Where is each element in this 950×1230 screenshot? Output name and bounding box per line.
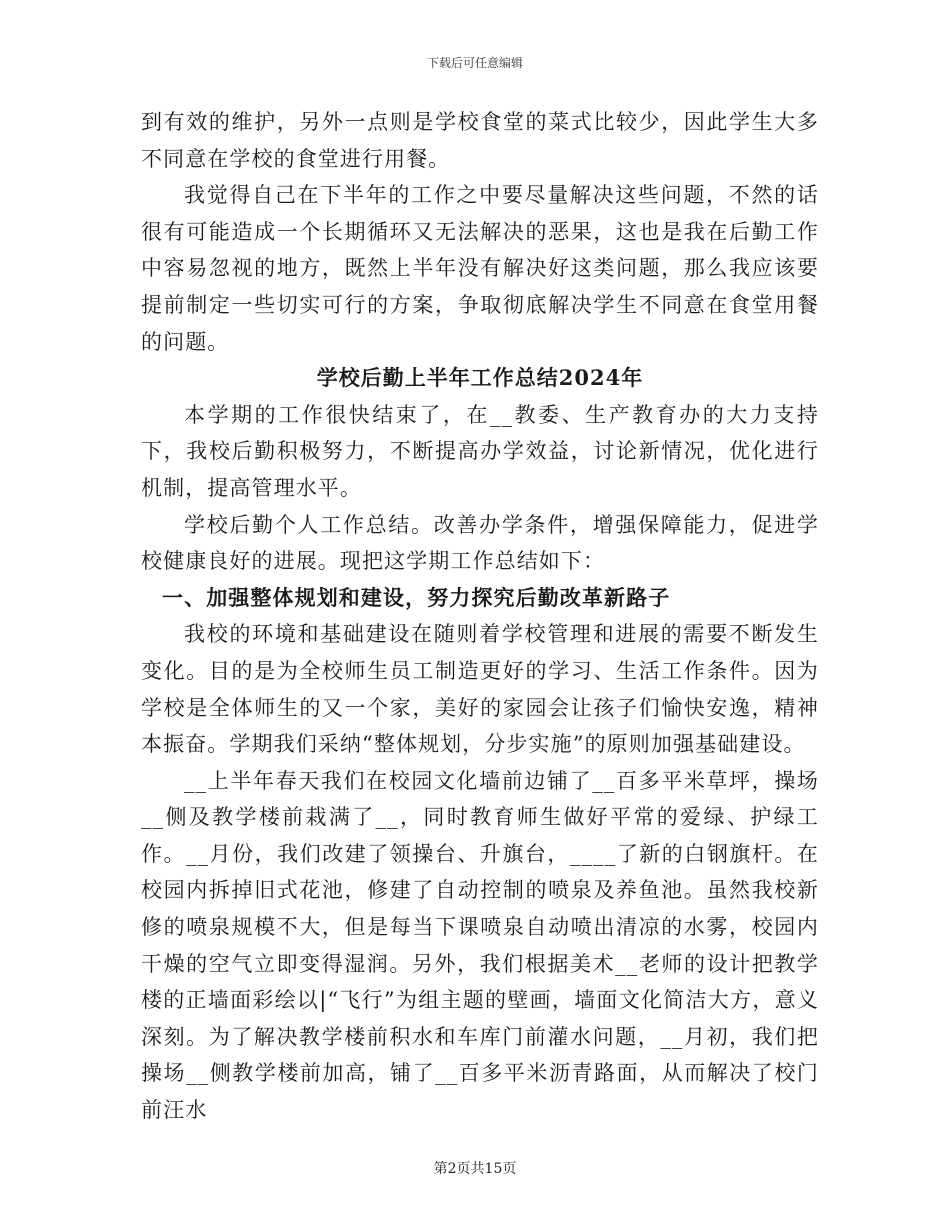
section-heading: 一、加强整体规划和建设，努力探究后勤改革新路子	[162, 584, 671, 610]
page-number: 第2页共15页	[433, 1161, 517, 1177]
section-title: 学校后勤上半年工作总结2024年	[316, 365, 644, 391]
paragraph: 本学期的工作很快结束了，在__教委、生产教育办的大力支持下，我校后勤积极努力，不断提高办学效益，讨论新情况，优化进行机制，提高管理水平。	[141, 402, 819, 500]
paragraph: __上半年春天我们在校园文化墙前边铺了__百多平米草坪，操场__侧及教学楼前栽满了__，同时教育师生做好平常的爱绿、护绿工作。__月份，我们改建了领操台、升旗台，____了新的白钢旗杆。在校园内拆掉旧式花池，修建了自动控制的喷泉及养鱼池。虽然我校新修的喷泉规模不大，但是每当下课喷泉自动喷出清凉的水雾，校园内干燥的空气立即变得湿润。另外，我们根据美术__老师的设计把教学楼的正墙面彩绘以|“飞行”为组主题的壁画，墙面文化简洁大方，意义深刻。为了解决教学楼前积水和车库门前灌水问题，__月初，我们把操场__侧教学楼前加高，铺了__百多平米沥青路面，从而解决了校门前汪水	[141, 768, 819, 1123]
paragraph: 学校后勤个人工作总结。改善办学条件，增强保障能力，促进学校健康良好的进展。现把这学期工作总结如下：	[141, 512, 819, 574]
document-body	[141, 104, 819, 1129]
page-header: 下载后可任意编辑	[426, 56, 523, 70]
paragraph: 我校的环境和基础建设在随则着学校管理和进展的需要不断发生变化。目的是为全校师生员工制造更好的学习、生活工作条件。因为学校是全体师生的又一个家，美好的家园会让孩子们愉快安逸，精神本振奋。学期我们采纳“整体规划，分步实施”的原则加强基础建设。	[141, 622, 819, 757]
paragraph-continuation: 到有效的维护，另外一点则是学校食堂的菜式比较少，因此学生大多不同意在学校的食堂进行用餐。	[141, 110, 819, 171]
paragraph: 我觉得自己在下半年的工作之中要尽量解决这些问题，不然的话很有可能造成一个长期循环又无法解决的恶果，这也是我在后勤工作中容易忽视的地方，既然上半年没有解决好这类问题，那么我应该要提前制定一些切实可行的方案，争取彻底解决学生不同意在食堂用餐的问题。	[141, 183, 819, 354]
